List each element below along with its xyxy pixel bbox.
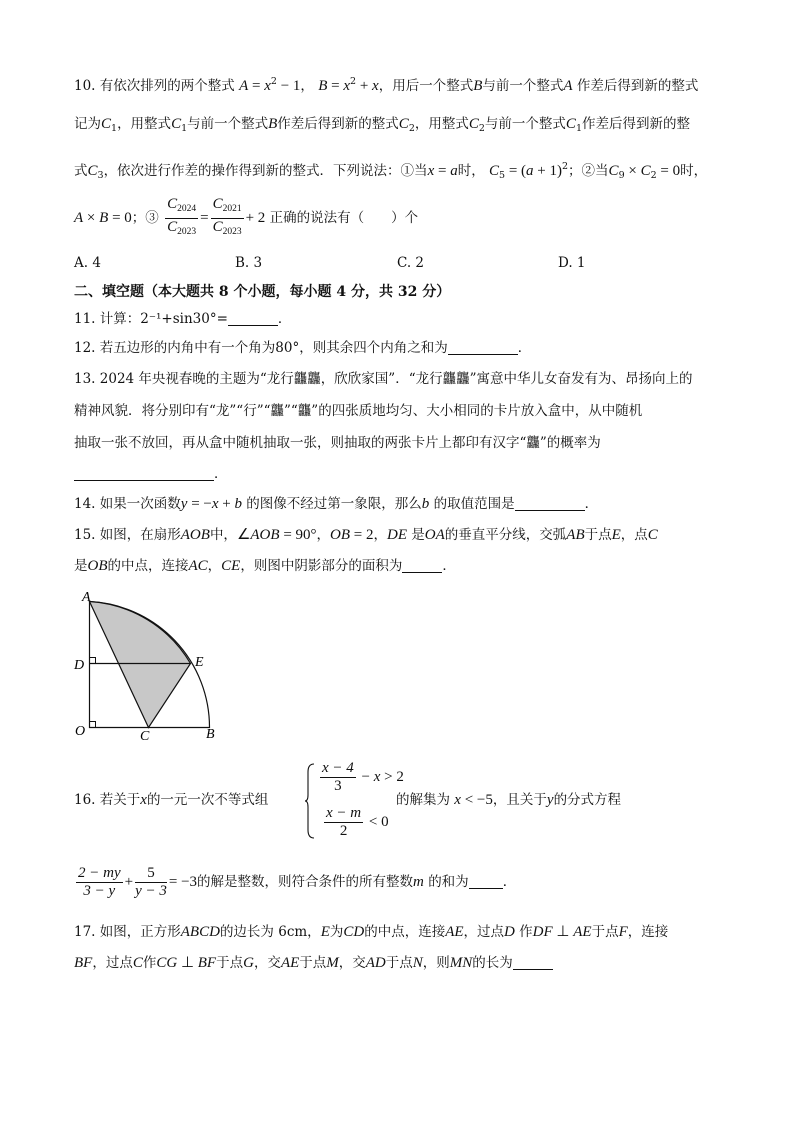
section-2-title: 二、填空题（本大题共 8 个小题，每小题 4 分，共 32 分）: [74, 284, 451, 300]
right-angle-mark-d: [90, 658, 96, 664]
system-brace: [304, 762, 316, 840]
q10-option-b: B. 3: [235, 255, 263, 271]
q13-line3: 抽取一张不放回，再从盒中随机抽取一张，则抽取的两张卡片上都印有汉字“龘”的概率为: [74, 435, 601, 451]
q10-line2: 记为$C_1$，用整式$C_1$与前一个整式B作差后得到新的整式$C_2$，用整式$C_2$与前一个整式$C_1$作差后得到新的整: [74, 116, 690, 134]
q17-line2: BF，过点C作CG ⊥ BF于点G，交AE于点M，交AD于点N，则MN的长为: [74, 953, 553, 973]
q10-option-c: C. 2: [397, 255, 425, 271]
q13-line1: 13. 2024 年央视春晚的主题为“龙行龘龘，欣欣家国”．“龙行龘龘”寓意中华儿女奋发有为、昂扬向上的: [74, 371, 693, 387]
inequality-2: $\frac{x - m}{2}$ < 0: [326, 805, 389, 839]
q13-line4: ．: [74, 464, 228, 484]
label-o: O: [75, 724, 86, 739]
label-b: B: [206, 727, 215, 742]
label-e: E: [195, 655, 204, 670]
fraction-c2024-c2023: $\frac{C_{2024}}{C_{2023}}$: [167, 196, 197, 237]
right-angle-mark-o: [90, 722, 96, 728]
q16-line1-text: 16. 若关于x的一元一次不等式组: [74, 792, 269, 808]
fraction-c2021-c2023: $\frac{C_{2021}}{C_{2023}}$: [212, 196, 242, 237]
q10-line4: A × B = 0；③ $\frac{C_{2024}}{C_{2023}}$ = $\frac{C_{2021}}{C_{2023}}$ + 2 正确的说法有（ ）个: [74, 196, 418, 241]
q10-line3: 式$C_3$，依次进行作差的操作得到新的整式．下列说法：①当x = a时， $C_5 = (a + 1)^2$；②当$C_9 \times C_2 = 0$时，: [74, 161, 708, 181]
q16-line2: $\frac{2 - my}{3 - y}$ + $\frac{5}{y - 3}$ = −3的解是整数，则符合条件的所有整数m 的和为 ．: [78, 865, 517, 899]
q16-line1-tail: 的解集为 x < −5，且关于y的分式方程: [396, 792, 622, 808]
shaded-region: [90, 602, 191, 728]
inequality-1: $\frac{x - 4}{3}$ − x > 2: [322, 760, 404, 794]
label-a: A: [82, 590, 91, 605]
q10-option-a: A. 4: [74, 255, 101, 271]
q10-option-d: D. 1: [558, 255, 586, 271]
q15-line2: 是OB的中点，连接AC，CE，则图中阴影部分的面积为 ．: [74, 558, 456, 574]
q17-line1: 17. 如图，正方形ABCD的边长为 6cm，E为CD的中点，连接AE，过点D 作DF ⊥ AE于点F，连接: [74, 924, 669, 940]
sector-figure: [70, 585, 230, 745]
q11: 11. 计算：2⁻¹+sin30°= ．: [74, 311, 292, 327]
q14: 14. 如果一次函数y = −x + b 的图像不经过第一象限，那么b 的取值范围是 ．: [74, 496, 599, 512]
label-d: D: [74, 658, 85, 673]
q10-line1: 10. 有依次排列的两个整式 $A = x^2 - 1$， $B = x^2 + x$，用后一个整式B与前一个整式A 作差后得到新的整式: [74, 76, 699, 94]
q12: 12. 若五边形的内角中有一个角为80°，则其余四个内角之和为 ．: [74, 340, 532, 356]
q15-line1: 15. 如图，在扇形AOB中，∠AOB = 90°，OB = 2，DE 是OA的垂直平分线，交弧AB于点E，点C: [74, 527, 658, 543]
label-c: C: [140, 729, 150, 744]
q13-line2: 精神风貌．将分别印有“龙”“行”“龘”“龘”的四张质地均匀、大小相同的卡片放入盒中，从中随机: [74, 403, 643, 419]
